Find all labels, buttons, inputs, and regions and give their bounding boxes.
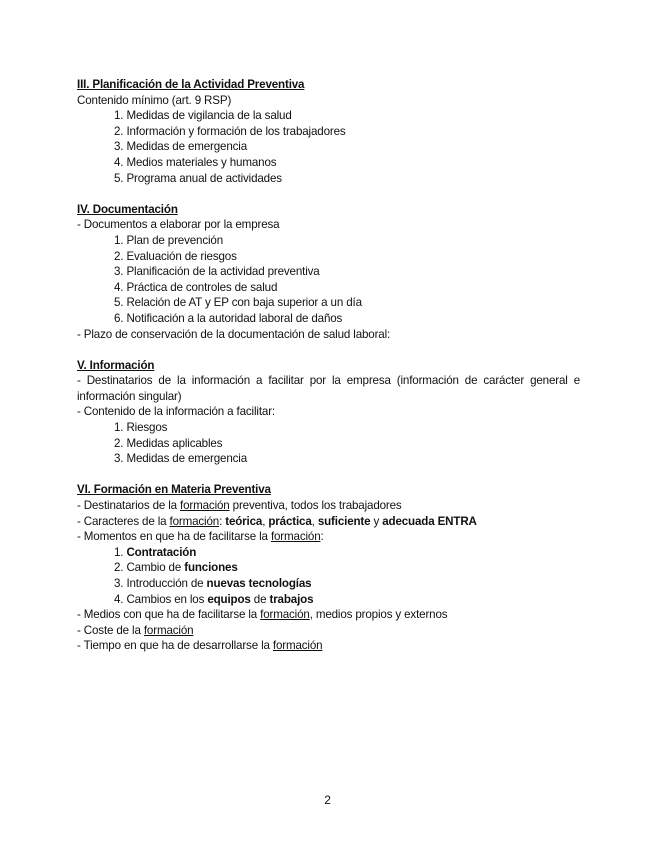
formacion-term: formación: [169, 514, 220, 528]
section-5-recipients: - Destinatarios de la información a facilitar por la empresa (información de carácter general e información singular): [77, 374, 580, 403]
section-3-intro: Contenido mínimo (art. 9 RSP): [77, 93, 232, 107]
spacer: [77, 467, 580, 483]
moment-bold: Contratación: [126, 545, 197, 559]
text-fragment: 1.: [114, 545, 127, 559]
text-fragment: - Medios con que ha de facilitarse la: [77, 608, 261, 622]
moment-bold: equipos: [207, 592, 251, 606]
text-fragment: de: [250, 592, 270, 606]
section-5-item-2: 2. Medidas aplicables: [114, 436, 223, 450]
section-5-item-1: 1. Riesgos: [114, 421, 168, 435]
trait-suficiente: suficiente: [317, 514, 371, 528]
formacion-term: formación: [180, 499, 230, 513]
moment-bold: funciones: [184, 561, 238, 575]
section-6-heading: VI. Formación en Materia Preventiva: [77, 483, 271, 497]
text-fragment: 3. Introducción de: [114, 577, 207, 590]
section-3-item-3: 3. Medidas de emergencia: [114, 140, 248, 154]
text-fragment: ,: [262, 514, 269, 528]
section-3-item-5: 5. Programa anual de actividades: [114, 171, 282, 185]
formacion-term: formación: [143, 623, 194, 637]
text-fragment: :: [320, 530, 324, 544]
section-6-moment-1: [77, 545, 580, 561]
section-6-time: [77, 638, 580, 654]
text-fragment: - Caracteres de la: [77, 514, 170, 528]
section-4-heading: IV. Documentación: [77, 202, 178, 216]
section-4-intro: - Documentos a elaborar por la empresa: [77, 218, 280, 232]
text-fragment: :: [219, 514, 226, 528]
section-4-item-3: 3. Planificación de la actividad preventiva: [114, 265, 320, 279]
text-fragment: 4. Cambios en los: [114, 592, 208, 606]
section-4-item-4: 4. Práctica de controles de salud: [114, 280, 278, 294]
formacion-term: formación: [270, 530, 321, 544]
section-4-item-2: 2. Evaluación de riesgos: [114, 249, 237, 263]
section-5-heading: V. Información: [77, 358, 155, 372]
section-6-characteristics: [77, 514, 580, 530]
section-3-item-1: 1. Medidas de vigilancia de la salud: [114, 109, 292, 123]
text-fragment: y: [370, 514, 383, 528]
moment-bold: nuevas tecnologías: [206, 577, 312, 590]
section-4-closing: - Plazo de conservación de la documentación de salud laboral:: [77, 327, 391, 341]
section-6-recipients: [77, 498, 580, 514]
text-fragment: - Coste de la: [77, 623, 144, 637]
moment-bold: trabajos: [269, 592, 314, 606]
spacer: [77, 186, 580, 202]
section-3-item-2: 2. Información y formación de los trabajadores: [114, 124, 346, 138]
text-fragment: 2. Cambio de: [114, 561, 185, 575]
text-fragment: ,: [311, 514, 318, 528]
section-6-moment-2: [77, 560, 580, 576]
formacion-term: formación: [260, 608, 310, 622]
document-page: [77, 77, 580, 654]
section-4-item-5: 5. Relación de AT y EP con baja superior a un día: [114, 296, 362, 310]
section-3-item-4: 4. Medios materiales y humanos: [114, 155, 277, 169]
text-fragment: - Tiempo en que ha de desarrollarse la: [77, 639, 273, 653]
section-6-moments: [77, 529, 580, 545]
text-fragment: preventiva, todos los trabajadores: [229, 499, 402, 513]
section-4-item-1: 1. Plan de prevención: [114, 233, 224, 247]
section-6-means: [77, 607, 580, 623]
section-5-content-intro: - Contenido de la información a facilitar:: [77, 405, 275, 419]
trait-teorica: teórica: [225, 514, 263, 528]
section-3-heading: III. Planificación de la Actividad Preventiva: [77, 78, 305, 91]
formacion-term: formación: [272, 639, 323, 653]
text-fragment: - Momentos en que ha de facilitarse la: [77, 530, 271, 544]
section-5-item-3: 3. Medidas de emergencia: [114, 452, 248, 466]
section-6-moment-4: [77, 592, 580, 608]
trait-practica: práctica: [268, 514, 312, 528]
section-4-item-6: 6. Notificación a la autoridad laboral de daños: [114, 311, 343, 325]
section-6-moment-3: [77, 576, 580, 592]
text-fragment: , medios propios y externos: [309, 608, 448, 622]
spacer: [77, 342, 580, 358]
trait-adecuada: adecuada ENTRA: [382, 514, 477, 528]
page-number: 2: [324, 793, 331, 807]
section-6-cost: [77, 623, 580, 639]
text-fragment: - Destinatarios de la: [77, 499, 181, 513]
